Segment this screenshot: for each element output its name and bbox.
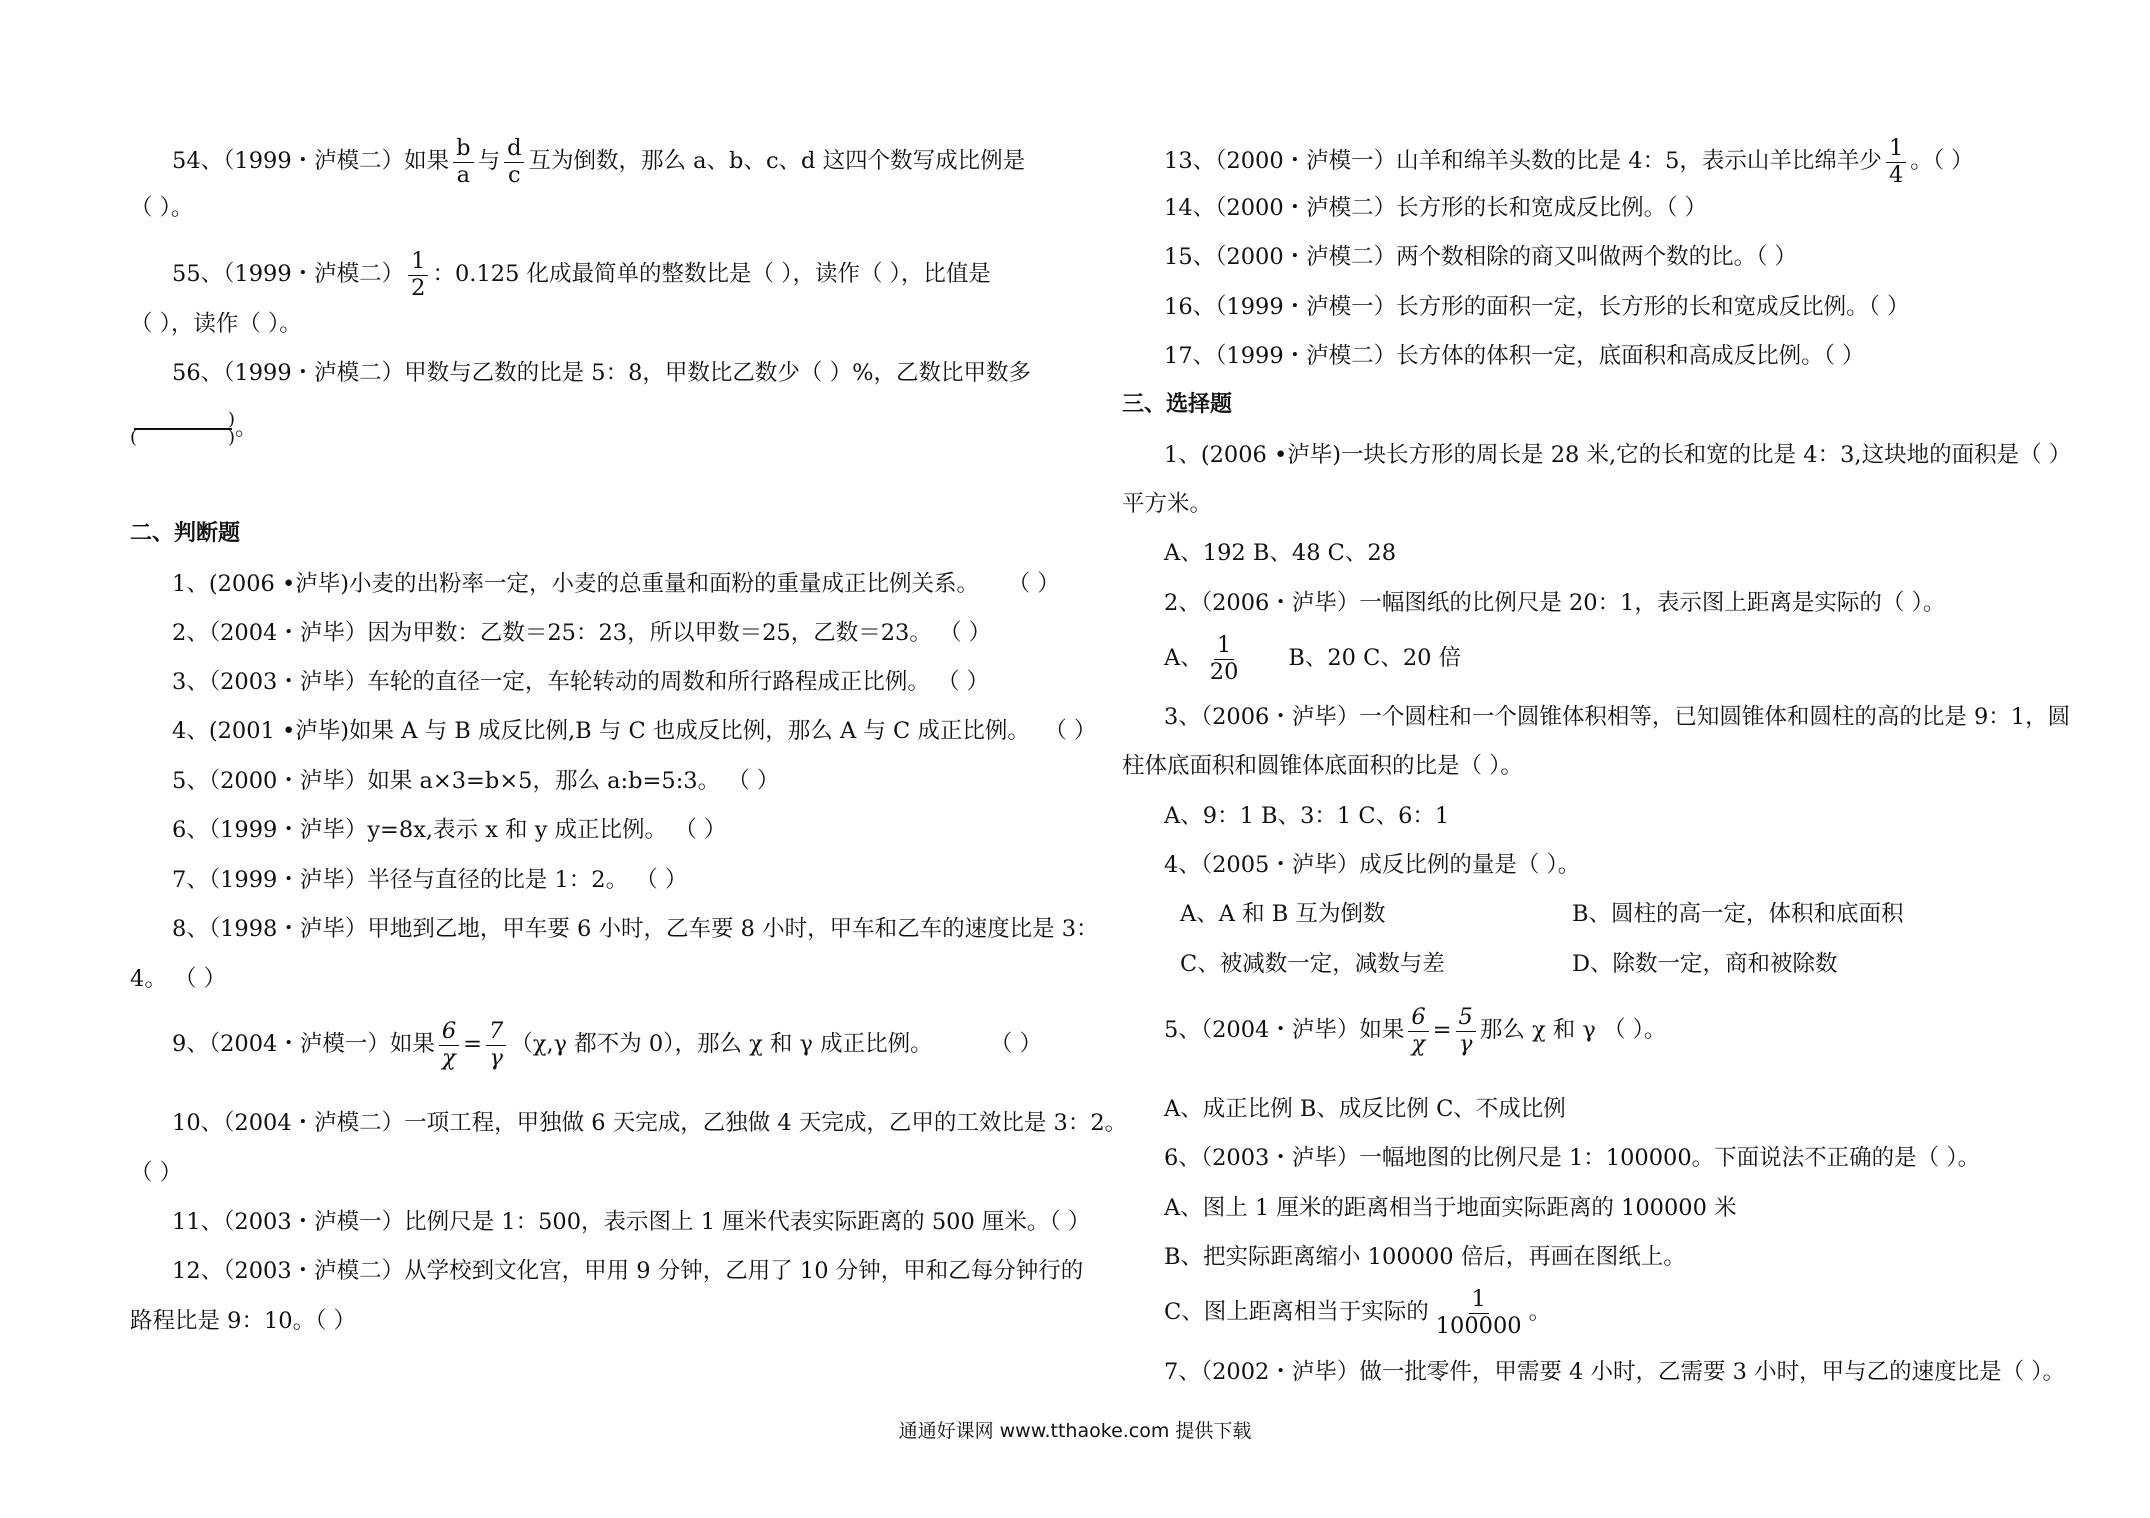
fraction-one-quarter: $\frac{1}{4}$ xyxy=(1886,137,1906,187)
choice-4: 4、（2005・泸毕）成反比例的量是（ ）。 xyxy=(1164,852,1581,878)
section-title-choice: 三、选择题 xyxy=(1122,392,1233,417)
judgement-11: 11、（2003・泸模一）比例尺是 1：500，表示图上 1 厘米代表实际距离的 500 厘米。（ ） xyxy=(172,1209,1091,1235)
fraction-one-over-100000: $\frac{1}{100000}$ xyxy=(1435,1286,1522,1339)
judgement-1: 1、(2006 •泸毕)小麦的出粉率一定，小麦的总重量和面粉的重量成正比例关系。 （ ） xyxy=(172,571,1060,597)
fraction-one-twentieth: $\frac{1}{20}$ xyxy=(1209,632,1239,685)
question-55-line2: （ ），读作（ ）。 xyxy=(130,311,302,337)
judgement-14: 14、（2000・泸模二）长方形的长和宽成反比例。（ ） xyxy=(1164,195,1708,221)
fraction-7-over-gamma: $\frac{7}{\gamma}$ xyxy=(486,1020,506,1070)
question-55: 55、（1999・泸模二） $\frac{1}{2}$ ：0.125 化成最简单的整数比是（ ），读作（ ），比值是 xyxy=(172,248,991,301)
judgement-16: 16、（1999・泸模一）长方形的面积一定，长方形的长和宽成反比例。（ ） xyxy=(1164,294,1910,320)
choice-2-options: A、 $\frac{1}{20}$ B、20 C、20 倍 xyxy=(1164,632,1462,685)
fraction-5-over-gamma: $\frac{5}{\gamma}$ xyxy=(1456,1006,1476,1056)
judgement-12-line2: 路程比是 9：10。（ ） xyxy=(130,1308,357,1334)
fraction-6-over-chi: $\frac{6}{\chi}$ xyxy=(1408,1006,1428,1056)
judgement-10: 10、（2004・泸模二）一项工程，甲独做 6 天完成，乙独做 4 天完成，乙甲的工效比是 3：2。 xyxy=(172,1110,1128,1136)
choice-6-option-b: B、把实际距离缩小 100000 倍后，再画在图纸上。 xyxy=(1164,1244,1686,1270)
choice-1-options: A、192 B、48 C、28 xyxy=(1164,540,1397,566)
choice-5: 5、（2004・泸毕）如果 $\frac{6}{\chi}$ = $\frac{5}{\gamma}$ 那么 χ 和 γ （ ）。 xyxy=(1164,1004,1667,1057)
left-column xyxy=(130,0,1128,1420)
question-56-answer-blank: ) ( ) 。 xyxy=(130,409,258,449)
judgement-5: 5、（2000・泸毕）如果 a×3=b×5，那么 a:b=5:3。 （ ） xyxy=(172,768,780,794)
fraction-one-half: $\frac{1}{2}$ xyxy=(408,250,428,300)
judgement-2: 2、（2004・泸毕）因为甲数：乙数＝25：23，所以甲数＝25，乙数＝23。 （ ） xyxy=(172,620,992,646)
question-54-line2: （ ）。 xyxy=(130,195,194,221)
section-title-judgement: 二、判断题 xyxy=(130,521,241,546)
choice-3-options: A、9：1 B、3：1 C、6：1 xyxy=(1164,803,1450,829)
choice-5-options: A、成正比例 B、成反比例 C、不成比例 xyxy=(1164,1096,1566,1122)
choice-1-line2: 平方米。 xyxy=(1122,491,1213,517)
choice-2: 2、（2006・泸毕）一幅图纸的比例尺是 20：1，表示图上距离是实际的（ ）。 xyxy=(1164,590,1946,616)
judgement-9: 9、（2004・泸模一）如果 $\frac{6}{\chi}$ = $\frac{7}{\gamma}$ （χ,γ 都不为 0），那么 χ 和 γ 成正比例。 （ ） xyxy=(172,1018,1043,1071)
choice-6: 6、（2003・泸毕）一幅地图的比例尺是 1：100000。下面说法不正确的是（ ）。 xyxy=(1164,1145,1981,1171)
question-56: 56、（1999・泸模二）甲数与乙数的比是 5：8，甲数比乙数少（ ）%，乙数比甲数多 xyxy=(172,360,1031,386)
choice-3-line2: 柱体底面积和圆锥体底面积的比是（ ）。 xyxy=(1122,753,1523,779)
judgement-13: 13、（2000・泸模一）山羊和绵羊头数的比是 4：5，表示山羊比绵羊少 $\frac{1}{4}$ 。（ ） xyxy=(1164,135,1974,188)
footer-credit: 通通好课网 www.tthaoke.com 提供下载 xyxy=(898,1420,1252,1442)
fraction-d-over-c: $\frac{d}{c}$ xyxy=(504,137,524,187)
judgement-3: 3、（2003・泸毕）车轮的直径一定，车轮转动的周数和所行路程成正比例。 （ ） xyxy=(172,669,990,695)
judgement-15: 15、（2000・泸模二）两个数相除的商又叫做两个数的比。（ ） xyxy=(1164,244,1798,270)
choice-3: 3、（2006・泸毕）一个圆柱和一个圆锥体积相等，已知圆锥体和圆柱的高的比是 9：1，圆 xyxy=(1164,704,2071,730)
judgement-4: 4、(2001 •泸毕)如果 A 与 B 成反比例,B 与 C 也成反比例，那么 A 与 C 成正比例。 （ ） xyxy=(172,718,1097,744)
judgement-10-line2: （ ） xyxy=(130,1160,183,1186)
choice-4-option-b: B、圆柱的高一定，体积和底面积 xyxy=(1572,901,1904,927)
choice-4-option-d: D、除数一定，商和被除数 xyxy=(1572,951,1838,977)
fraction-6-over-chi: $\frac{6}{\chi}$ xyxy=(439,1020,459,1070)
judgement-8-line2: 4。 （ ） xyxy=(130,966,227,992)
choice-4-option-c: C、被减数一定，减数与差 xyxy=(1180,951,1445,977)
judgement-17: 17、（1999・泸模二）长方体的体积一定，底面积和高成反比例。（ ） xyxy=(1164,343,1865,369)
judgement-12: 12、（2003・泸模二）从学校到文化宫，甲用 9 分钟，乙用了 10 分钟，甲和乙每分钟行的 xyxy=(172,1258,1084,1284)
fraction-b-over-a: $\frac{b}{a}$ xyxy=(453,137,473,187)
choice-6-option-c: C、图上距离相当于实际的 $\frac{1}{100000}$ 。 xyxy=(1164,1286,1552,1339)
question-54: 54、（1999・泸模二）如果 $\frac{b}{a}$ 与 $\frac{d}{c}$ 互为倒数，那么 a、b、c、d 这四个数写成比例是 xyxy=(172,135,1026,188)
right-column xyxy=(1122,0,2072,1420)
judgement-8: 8、（1998・泸毕）甲地到乙地，甲车要 6 小时，乙车要 8 小时，甲车和乙车的速度比是 3： xyxy=(172,916,1099,942)
choice-6-option-a: A、图上 1 厘米的距离相当于地面实际距离的 100000 米 xyxy=(1164,1195,1737,1221)
choice-1: 1、(2006 •泸毕)一块长方形的周长是 28 米,它的长和宽的比是 4：3,这块地的面积是（ ） xyxy=(1164,442,2072,468)
judgement-7: 7、（1999・泸毕）半径与直径的比是 1：2。 （ ） xyxy=(172,867,688,893)
blank-fraction: ) ( ) xyxy=(130,409,235,449)
choice-7: 7、（2002・泸毕）做一批零件，甲需要 4 小时，乙需要 3 小时，甲与乙的速度比是（ ）。 xyxy=(1164,1359,2065,1385)
choice-4-option-a: A、A 和 B 互为倒数 xyxy=(1180,901,1386,927)
judgement-6: 6、（1999・泸毕）y=8x,表示 x 和 y 成正比例。 （ ） xyxy=(172,817,727,843)
